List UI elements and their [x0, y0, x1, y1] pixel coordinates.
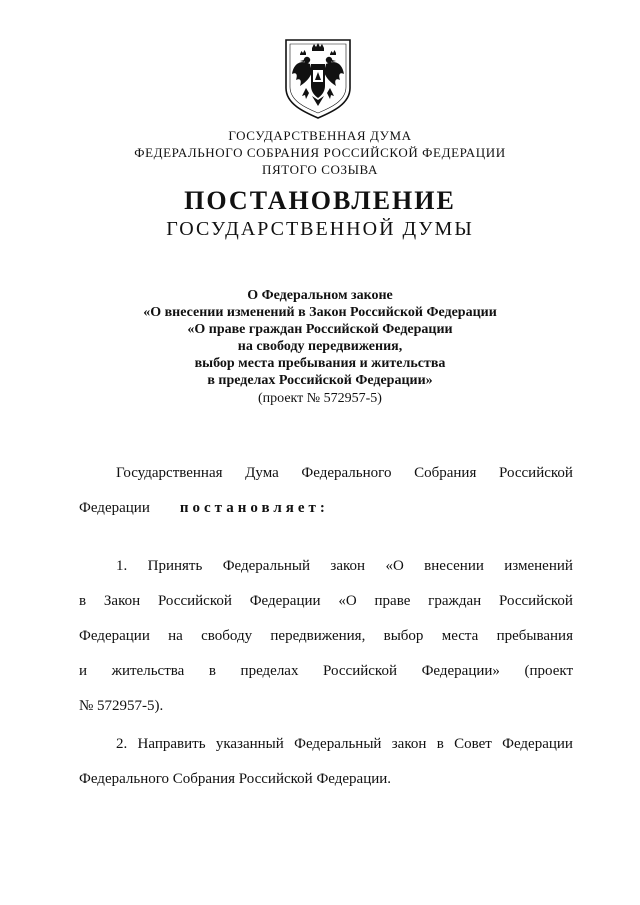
item-number: 1. — [116, 558, 128, 574]
item-word: Российской — [157, 593, 232, 609]
item-word: Федеральный — [294, 736, 382, 752]
header-line-duma: ГОСУДАРСТВЕННАЯ ДУМА — [228, 128, 412, 143]
header-line-convocation: ПЯТОГО СОЗЫВА — [262, 162, 378, 177]
item-word: Федерации — [502, 736, 573, 752]
item-word: Российской — [498, 593, 573, 609]
document-subtitle: ГОСУДАРСТВЕННОЙ ДУМЫ — [166, 218, 474, 240]
item-number: 2. — [116, 736, 128, 752]
preamble-word: Федерального — [301, 465, 392, 481]
item-word: передвижения, — [270, 628, 366, 644]
item-word: Российской — [323, 663, 397, 679]
item-word: закон — [330, 558, 366, 574]
item-word: указанный — [215, 736, 284, 752]
preamble-line-1 — [116, 464, 573, 482]
item-word: Принять — [147, 558, 203, 574]
item-word: «О — [338, 593, 357, 609]
preamble-line-2 — [79, 499, 573, 517]
item-word: пребывания — [496, 628, 573, 644]
item-word: выбор — [383, 628, 424, 644]
subject-line-1: О Федеральном законе — [247, 288, 393, 303]
subject-line-3: «О праве граждан Российской Федерации — [187, 322, 453, 337]
item-word: «О — [385, 558, 404, 574]
item2-line-2 — [79, 770, 573, 788]
preamble-word: Государственная — [116, 465, 223, 481]
item-word: Федерации — [79, 628, 150, 644]
subject-line-5: выбор места пребывания и жительства — [194, 356, 446, 371]
item-word: Федерации» — [421, 663, 500, 679]
item-bill-number: № 572957-5). — [79, 698, 164, 714]
item-word: Закон — [103, 593, 141, 609]
subject-line-4: на свободу передвижения, — [237, 339, 403, 354]
subject-line-2: «О внесении изменений в Закон Российской Федерации — [143, 305, 497, 320]
item-text: Федерального Собрания Российской Федерации. — [79, 771, 392, 787]
item-word: в — [208, 663, 216, 679]
item-word: Направить — [137, 736, 206, 752]
item-word: в — [79, 593, 87, 609]
decree-word: постановляет: — [179, 500, 329, 516]
item-word: места — [441, 628, 479, 644]
item1-line-4 — [79, 662, 573, 680]
preamble-word: Федерации — [79, 500, 150, 516]
preamble-word: Собрания — [414, 465, 477, 481]
item-word: внесении — [424, 558, 484, 574]
item1-line-3 — [79, 627, 573, 645]
item-word: пределах — [240, 663, 299, 679]
item-word: Федерации — [249, 593, 321, 609]
item1-line-1 — [116, 557, 573, 575]
item1-line-5 — [79, 697, 573, 715]
item2-line-1 — [116, 735, 573, 753]
document-title: ПОСТАНОВЛЕНИЕ — [184, 186, 456, 215]
item-word: закон — [391, 736, 427, 752]
subject-line-6: в пределах Российской Федерации» — [207, 373, 433, 388]
preamble-word: Дума — [245, 465, 279, 481]
item-word: в — [436, 736, 444, 752]
subject-bill-number: (проект № 572957-5) — [258, 391, 382, 406]
item-word: жительства — [111, 663, 185, 679]
russian-coat-of-arms-icon — [282, 38, 354, 120]
item-word: (проект — [524, 663, 573, 679]
item-word: граждан — [428, 593, 482, 609]
item1-line-2 — [79, 592, 573, 610]
item-word: Совет — [454, 736, 492, 752]
item-word: Федеральный — [222, 558, 311, 574]
item-word: и — [79, 663, 88, 679]
item-word: изменений — [504, 558, 573, 574]
item-word: свободу — [201, 628, 253, 644]
item-word: праве — [374, 593, 411, 609]
item-word: на — [168, 628, 183, 644]
preamble-word: Российской — [499, 465, 573, 481]
header-line-assembly: ФЕДЕРАЛЬНОГО СОБРАНИЯ РОССИЙСКОЙ ФЕДЕРАЦИИ — [134, 145, 506, 160]
